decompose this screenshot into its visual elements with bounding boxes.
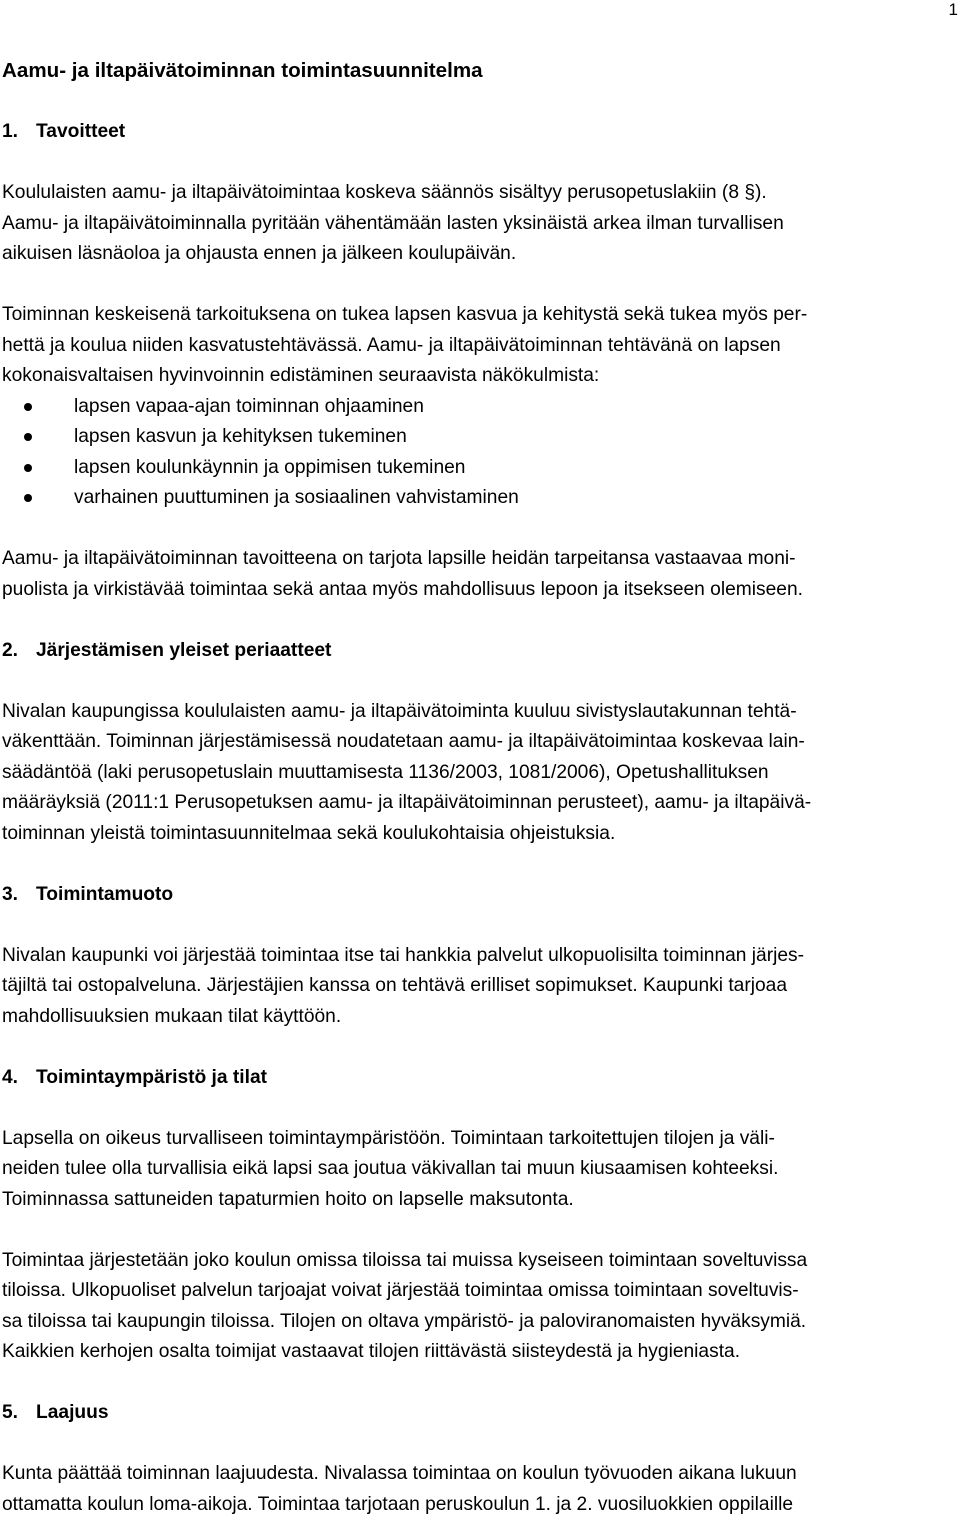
section-title: Toimintamuoto [36, 884, 173, 905]
paragraph [2, 1124, 958, 1216]
text-line: sa tiloissa tai kaupungin tiloissa. Tilojen on oltava ympäristö- ja paloviranomaisten hyväksymiä. [2, 1307, 958, 1338]
paragraph [2, 300, 958, 392]
text-line: kokonaisvaltaisen hyvinvoinnin edistäminen seuraavista näkökulmista: [2, 361, 958, 392]
text-line: puolista ja virkistävää toimintaa sekä antaa myös mahdollisuus lepoon ja itsekseen olemiseen. [2, 575, 958, 606]
section-number: 4. [2, 1063, 36, 1094]
document-title: Aamu- ja iltapäivätoiminnan toimintasuunnitelma [2, 56, 958, 87]
section-heading-3 [2, 880, 958, 911]
list-item: varhainen puuttuminen ja sosiaalinen vahvistaminen [2, 483, 958, 514]
section-title: Laajuus [36, 1402, 109, 1423]
text-line: hettä ja koulua niiden kasvatustehtävässä. Aamu- ja iltapäivätoiminnan tehtävänä on lapsen [2, 331, 958, 362]
section-heading-5 [2, 1398, 958, 1429]
text-line: Kunta päättää toiminnan laajuudesta. Nivalassa toimintaa on koulun työvuoden aikana lukuun [2, 1459, 958, 1490]
text-line: Toiminnassa sattuneiden tapaturmien hoito on lapselle maksutonta. [2, 1185, 958, 1216]
text-line: Toimintaa järjestetään joko koulun omissa tiloissa tai muissa kyseiseen toimintaan soveltuvissa [2, 1246, 958, 1277]
text-line: mahdollisuuksien mukaan tilat käyttöön. [2, 1002, 958, 1033]
section-heading-4 [2, 1063, 958, 1094]
section-number: 3. [2, 880, 36, 911]
text-line: Nivalan kaupunki voi järjestää toimintaa itse tai hankkia palvelut ulkopuolisilta toiminnan järjes- [2, 941, 958, 972]
section-title: Järjestämisen yleiset periaatteet [36, 640, 331, 661]
list-item: lapsen kasvun ja kehityksen tukeminen [2, 422, 958, 453]
text-line: toiminnan yleistä toimintasuunnitelmaa sekä koulukohtaisia ohjeistuksia. [2, 819, 958, 850]
section-number: 2. [2, 636, 36, 667]
text-line: Aamu- ja iltapäivätoiminnan tavoitteena on tarjota lapsille heidän tarpeitansa vastaavaa moni- [2, 544, 958, 575]
text-line: aikuisen läsnäoloa ja ohjausta ennen ja jälkeen koulupäivän. [2, 239, 958, 270]
paragraph [2, 941, 958, 1033]
paragraph [2, 178, 958, 270]
paragraph [2, 697, 958, 850]
page-number: 1 [949, 0, 958, 20]
text-line: väkenttään. Toiminnan järjestämisessä noudatetaan aamu- ja iltapäivätoimintaa koskevaa lain- [2, 727, 958, 758]
section-number: 1. [2, 117, 36, 148]
paragraph [2, 1246, 958, 1368]
list-item: lapsen koulunkäynnin ja oppimisen tukeminen [2, 453, 958, 484]
paragraph [2, 1459, 958, 1520]
text-line: tiloissa. Ulkopuoliset palvelun tarjoajat voivat järjestää toimintaa omissa toimintaan soveltuvis- [2, 1276, 958, 1307]
text-line: Aamu- ja iltapäivätoiminnalla pyritään vähentämään lasten yksinäistä arkea ilman turvallisen [2, 209, 958, 240]
document-body [2, 56, 958, 1520]
paragraph [2, 544, 958, 605]
section-heading-2 [2, 636, 958, 667]
section-number: 5. [2, 1398, 36, 1429]
text-line: säädäntöä (laki perusopetuslain muuttamisesta 1136/2003, 1081/2006), Opetushallituksen [2, 758, 958, 789]
text-line: Toiminnan keskeisenä tarkoituksena on tukea lapsen kasvua ja kehitystä sekä tukea myös per- [2, 300, 958, 331]
text-line: Lapsella on oikeus turvalliseen toimintaympäristöön. Toimintaan tarkoitettujen tilojen ja väli- [2, 1124, 958, 1155]
bullet-list [2, 392, 958, 514]
text-line: Kaikkien kerhojen osalta toimijat vastaavat tilojen riittävästä siisteydestä ja hygieniasta. [2, 1337, 958, 1368]
section-heading-1 [2, 117, 958, 148]
text-line: ottamatta koulun loma-aikoja. Toimintaa tarjotaan peruskoulun 1. ja 2. vuosiluokkien oppilaille [2, 1490, 958, 1520]
section-title: Tavoitteet [36, 121, 125, 142]
section-title: Toimintaympäristö ja tilat [36, 1067, 267, 1088]
text-line: neiden tulee olla turvallisia eikä lapsi saa joutua väkivallan tai muun kiusaamisen kohteeksi. [2, 1154, 958, 1185]
text-line: Koululaisten aamu- ja iltapäivätoimintaa koskeva säännös sisältyy perusopetuslakiin (8 §). [2, 178, 958, 209]
text-line: Nivalan kaupungissa koululaisten aamu- ja iltapäivätoiminta kuuluu sivistyslautakunnan tehtä- [2, 697, 958, 728]
text-line: määräyksiä (2011:1 Perusopetuksen aamu- ja iltapäivätoiminnan perusteet), aamu- ja iltapäivä- [2, 788, 958, 819]
text-line: täjiltä tai ostopalveluna. Järjestäjien kanssa on tehtävä erilliset sopimukset. Kaupunki tarjoaa [2, 971, 958, 1002]
list-item: lapsen vapaa-ajan toiminnan ohjaaminen [2, 392, 958, 423]
